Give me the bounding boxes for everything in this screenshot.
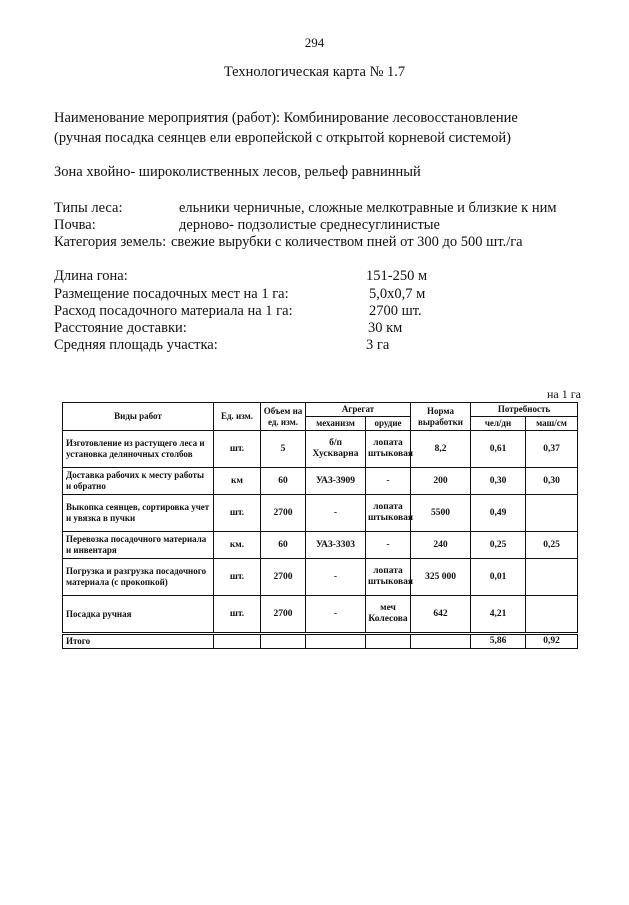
- cell-machine-shifts: 0,30: [526, 468, 578, 495]
- cell-mechanism: б/п Хускварна: [306, 431, 366, 468]
- param-row-material-use: [54, 302, 422, 320]
- total-empty-cell: [366, 634, 411, 649]
- cell-volume: 60: [261, 532, 306, 559]
- param-label: Средняя площадь участка:: [54, 337, 218, 353]
- total-empty-cell: [411, 634, 471, 649]
- cell-machine-shifts: [526, 596, 578, 634]
- cell-machine-shifts: [526, 495, 578, 532]
- param-label: Размещение посадочных мест на 1 га:: [54, 286, 289, 302]
- page-number: 294: [304, 35, 325, 50]
- document-title: Технологическая карта № 1.7: [223, 64, 406, 80]
- cell-man-days: 0,61: [471, 431, 526, 468]
- total-label: Итого: [63, 634, 214, 649]
- cell-tool: лопата штыковая: [366, 431, 411, 468]
- header-mechanism: механизм: [306, 417, 366, 431]
- header-need: Потребность: [471, 403, 578, 417]
- cell-work: Доставка рабочих к месту работы и обратно: [63, 468, 214, 495]
- cell-unit: шт.: [214, 495, 261, 532]
- header-work-type: Виды работ: [63, 403, 214, 431]
- cell-tool: лопата штыковая: [366, 559, 411, 596]
- table-row: [63, 532, 578, 559]
- param-value: 30 км: [368, 320, 403, 336]
- cell-work: Перевозка посадочного материала и инвентаря: [63, 532, 214, 559]
- table-unit-note: на 1 га: [547, 387, 581, 401]
- cell-work: Выкопка сеянцев, сортировка учет и увязка в пучки: [63, 495, 214, 532]
- header-tool: орудие: [366, 417, 411, 431]
- soil-row: [54, 216, 440, 234]
- cell-mechanism: УАЗ-3909: [306, 468, 366, 495]
- cell-mechanism: -: [306, 596, 366, 634]
- soil-value: дерново- подзолистые среднесуглинистые: [179, 217, 440, 233]
- cell-volume: 2700: [261, 495, 306, 532]
- activity-name: [54, 108, 518, 148]
- cell-norm: 642: [411, 596, 471, 634]
- cell-norm: 8,2: [411, 431, 471, 468]
- cell-work: Изготовление из растущего леса и установка деляночных столбов: [63, 431, 214, 468]
- header-norm: Норма выработки: [411, 403, 471, 431]
- param-value: 5,0х0,7 м: [369, 286, 426, 302]
- cell-mechanism: -: [306, 495, 366, 532]
- cell-norm: 240: [411, 532, 471, 559]
- cell-man-days: 0,01: [471, 559, 526, 596]
- cell-mechanism: -: [306, 559, 366, 596]
- cell-volume: 2700: [261, 559, 306, 596]
- cell-unit: км.: [214, 532, 261, 559]
- param-row-plot-area: [54, 336, 390, 354]
- table-row: [63, 431, 578, 468]
- param-value: 3 га: [366, 337, 390, 353]
- cell-machine-shifts: 0,37: [526, 431, 578, 468]
- cell-work: Погрузка и разгрузка посадочного материала (с прокопкой): [63, 559, 214, 596]
- param-label: Расход посадочного материала на 1 га:: [54, 303, 293, 319]
- cell-man-days: 0,30: [471, 468, 526, 495]
- cell-mechanism: УАЗ-3303: [306, 532, 366, 559]
- table-row: [63, 495, 578, 532]
- cell-tool: лопата штыковая: [366, 495, 411, 532]
- technology-table: [62, 402, 578, 649]
- total-machine-shifts: 0,92: [526, 634, 578, 649]
- forest-type-row: [54, 199, 557, 217]
- cell-man-days: 0,49: [471, 495, 526, 532]
- land-category-value: свежие вырубки с количеством пней от 300 до 500 шт./га: [171, 234, 523, 250]
- land-category-label: Категория земель:: [54, 234, 167, 250]
- cell-man-days: 0,25: [471, 532, 526, 559]
- forest-type-value: ельники черничные, сложные мелкотравные и близкие к ним: [179, 200, 557, 216]
- param-row-delivery-distance: [54, 319, 403, 337]
- total-man-days: 5,86: [471, 634, 526, 649]
- table-row: [63, 468, 578, 495]
- cell-unit: шт.: [214, 596, 261, 634]
- cell-tool: меч Колесова: [366, 596, 411, 634]
- header-machine-shifts: маш/см: [526, 417, 578, 431]
- param-row-planting-layout: [54, 285, 426, 303]
- cell-man-days: 4,21: [471, 596, 526, 634]
- header-man-days: чел/дн: [471, 417, 526, 431]
- cell-tool: -: [366, 468, 411, 495]
- param-row-run-length: [54, 267, 428, 285]
- soil-label: Почва:: [54, 217, 96, 233]
- land-category-row: [54, 233, 523, 251]
- table-total-row: [63, 634, 578, 649]
- cell-norm: 5500: [411, 495, 471, 532]
- cell-tool: -: [366, 532, 411, 559]
- param-label: Расстояние доставки:: [54, 320, 187, 336]
- activity-name-line-2: (ручная посадка сеянцев ели европейской с открытой корневой системой): [54, 130, 511, 146]
- table-row: [63, 596, 578, 634]
- header-unit: Ед. изм.: [214, 403, 261, 431]
- total-empty-cell: [261, 634, 306, 649]
- header-aggregate: Агрегат: [306, 403, 411, 417]
- param-value: 2700 шт.: [369, 303, 422, 319]
- cell-norm: 200: [411, 468, 471, 495]
- table-row: [63, 559, 578, 596]
- cell-machine-shifts: 0,25: [526, 532, 578, 559]
- cell-norm: 325 000: [411, 559, 471, 596]
- total-empty-cell: [306, 634, 366, 649]
- cell-unit: шт.: [214, 431, 261, 468]
- header-volume: Объем на ед. изм.: [261, 403, 306, 431]
- forest-zone: Зона хвойно- широколиственных лесов, рельеф равнинный: [54, 164, 421, 180]
- cell-volume: 2700: [261, 596, 306, 634]
- cell-volume: 5: [261, 431, 306, 468]
- param-label: Длина гона:: [54, 268, 128, 284]
- cell-machine-shifts: [526, 559, 578, 596]
- cell-unit: км: [214, 468, 261, 495]
- forest-type-label: Типы леса:: [54, 200, 123, 216]
- param-value: 151-250 м: [366, 268, 428, 284]
- cell-volume: 60: [261, 468, 306, 495]
- cell-unit: шт.: [214, 559, 261, 596]
- activity-name-line-1: Наименование мероприятия (работ): Комбинирование лесовосстановление: [54, 110, 518, 126]
- cell-work: Посадка ручная: [63, 596, 214, 634]
- total-empty-cell: [214, 634, 261, 649]
